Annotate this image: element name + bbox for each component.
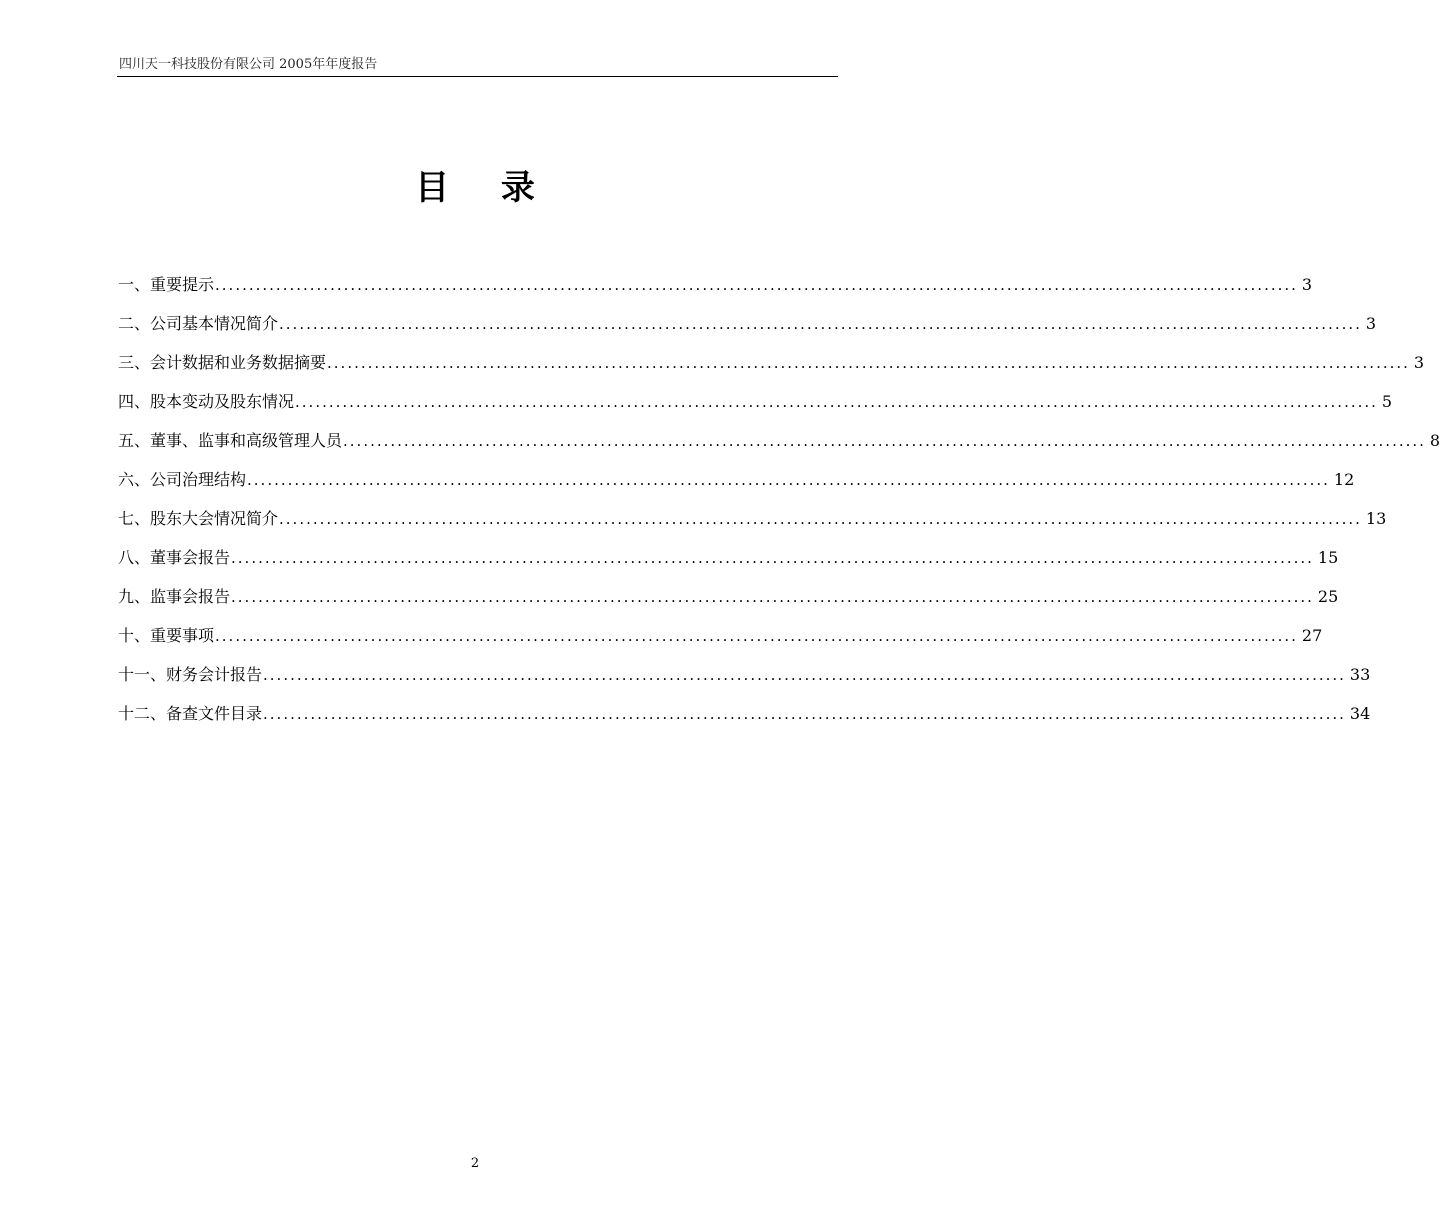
dot-leader: ................................................................................................................................................................ bbox=[343, 432, 1426, 450]
dot-leader: ................................................................................................................................................................ bbox=[247, 471, 1330, 489]
dot-leader: ................................................................................................................................................................ bbox=[231, 588, 1314, 606]
toc-entry-label: 四、股本变动及股东情况 bbox=[118, 392, 295, 411]
toc-entry-label: 七、股东大会情况简介 bbox=[118, 509, 279, 528]
toc-entry[interactable] bbox=[118, 625, 1323, 664]
toc-entry-page: 13 bbox=[1365, 509, 1387, 528]
toc-entry-page: 12 bbox=[1333, 470, 1355, 489]
toc-entry[interactable] bbox=[118, 664, 1371, 703]
toc-entry-label: 六、公司治理结构 bbox=[118, 470, 247, 489]
page-number: 2 bbox=[470, 1156, 480, 1171]
page-header bbox=[117, 56, 838, 77]
toc-entry-label: 二、公司基本情况简介 bbox=[118, 314, 279, 333]
toc-entry-page: 8 bbox=[1429, 431, 1440, 450]
toc-entry[interactable] bbox=[118, 352, 1425, 391]
header-text: 四川天一科技股份有限公司 2005年年度报告 bbox=[119, 57, 378, 72]
toc-entry[interactable] bbox=[118, 586, 1339, 625]
toc-entry-label: 五、董事、监事和高级管理人员 bbox=[118, 431, 343, 450]
toc-entry[interactable] bbox=[118, 391, 1393, 430]
toc-entry-label: 三、会计数据和业务数据摘要 bbox=[118, 353, 327, 372]
dot-leader: ................................................................................................................................................................ bbox=[231, 549, 1314, 567]
toc-entry-page: 34 bbox=[1349, 704, 1371, 723]
toc-entry-page: 3 bbox=[1413, 353, 1425, 372]
dot-leader: ................................................................................................................................................................ bbox=[215, 276, 1298, 294]
toc-entry-label: 十二、备查文件目录 bbox=[118, 704, 263, 723]
toc-entry[interactable] bbox=[118, 703, 1371, 742]
toc-entry[interactable] bbox=[118, 430, 1440, 469]
toc-entry-page: 5 bbox=[1381, 392, 1393, 411]
toc-entry-label: 一、重要提示 bbox=[118, 275, 215, 294]
toc-entry-label: 九、监事会报告 bbox=[118, 587, 231, 606]
dot-leader: ................................................................................................................................................................ bbox=[295, 393, 1378, 411]
dot-leader: ................................................................................................................................................................ bbox=[279, 315, 1362, 333]
table-of-contents bbox=[118, 274, 1440, 742]
toc-entry-page: 27 bbox=[1301, 626, 1323, 645]
dot-leader: ................................................................................................................................................................ bbox=[215, 627, 1298, 645]
toc-entry-page: 15 bbox=[1317, 548, 1339, 567]
toc-entry-page: 3 bbox=[1365, 314, 1377, 333]
dot-leader: ................................................................................................................................................................ bbox=[327, 354, 1410, 372]
dot-leader: ................................................................................................................................................................ bbox=[263, 705, 1346, 723]
toc-entry[interactable] bbox=[118, 313, 1377, 352]
toc-entry[interactable] bbox=[118, 547, 1339, 586]
toc-entry-page: 25 bbox=[1317, 587, 1339, 606]
page-title: 目 录 bbox=[415, 168, 555, 208]
toc-entry-label: 八、董事会报告 bbox=[118, 548, 231, 567]
dot-leader: ................................................................................................................................................................ bbox=[263, 666, 1346, 684]
toc-entry-page: 3 bbox=[1301, 275, 1313, 294]
toc-entry-page: 33 bbox=[1349, 665, 1371, 684]
toc-entry[interactable] bbox=[118, 274, 1313, 313]
toc-entry-label: 十、重要事项 bbox=[118, 626, 215, 645]
toc-entry-label: 十一、财务会计报告 bbox=[118, 665, 263, 684]
toc-entry[interactable] bbox=[118, 508, 1387, 547]
dot-leader: ................................................................................................................................................................ bbox=[279, 510, 1362, 528]
toc-entry[interactable] bbox=[118, 469, 1355, 508]
